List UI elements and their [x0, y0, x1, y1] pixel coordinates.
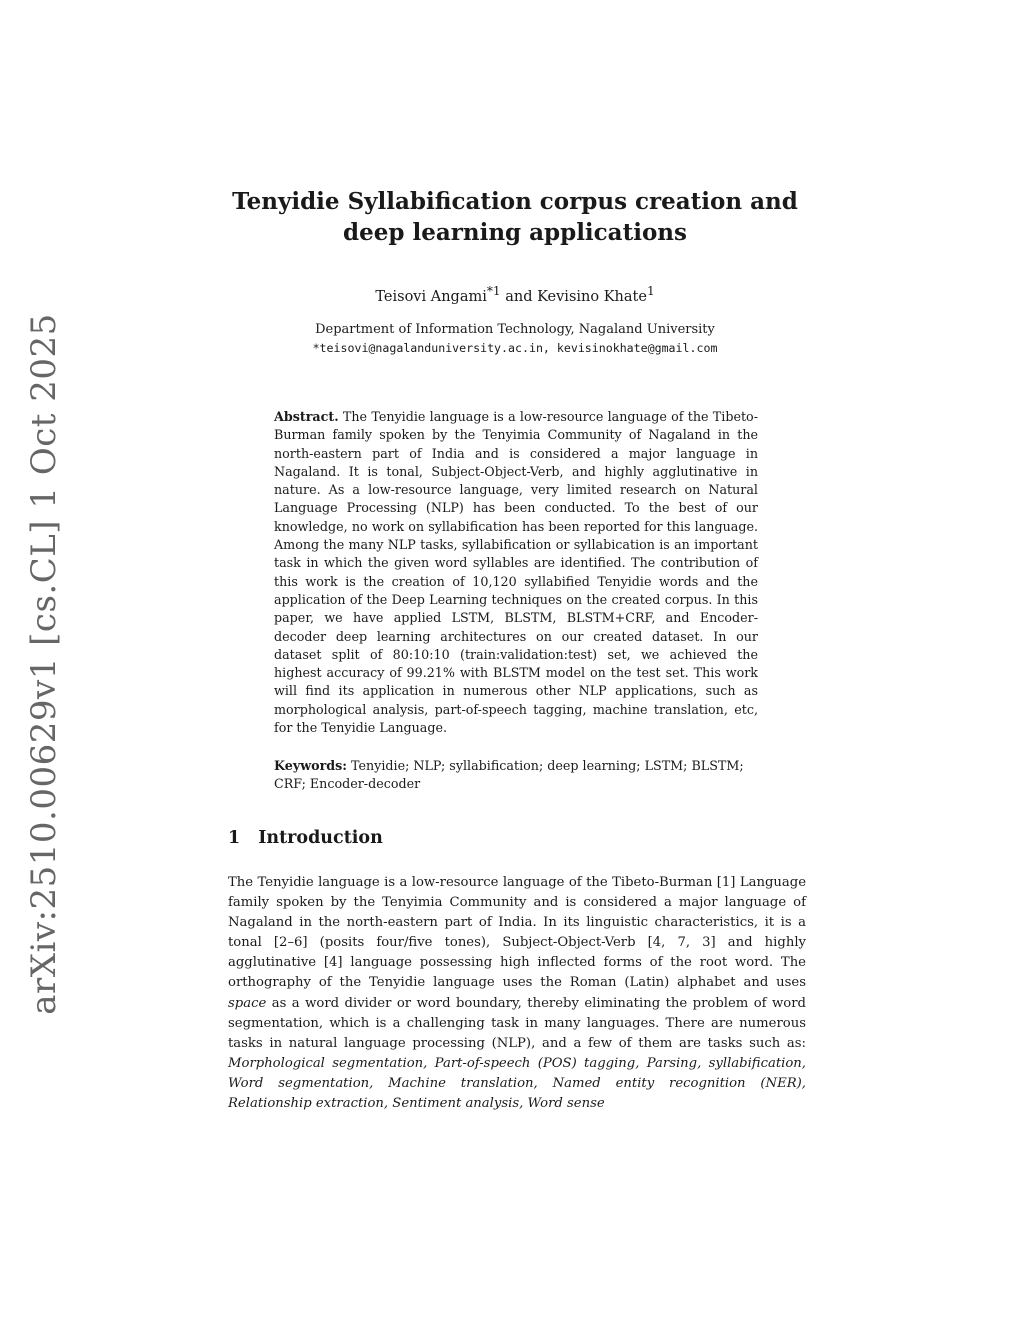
- section-title: Introduction: [258, 828, 383, 848]
- keywords-text: Tenyidie; NLP; syllabification; deep learning; LSTM; BLSTM; CRF; Encoder-decoder: [274, 758, 744, 792]
- affiliation-block: [200, 320, 830, 358]
- intro-text-2: as a word divider or word boundary, thereby eliminating the problem of word segmentation, which is a challenging task in many languages. There are numerous tasks in natural language processing (NLP), and a few of them are tasks such as:: [228, 995, 806, 1051]
- keywords-label: Keywords:: [274, 758, 347, 773]
- author-conjunction: and: [500, 288, 538, 305]
- author-name: Teisovi Angami: [375, 288, 487, 305]
- section-heading: [228, 828, 383, 848]
- abstract: [274, 408, 758, 737]
- paper-title: Tenyidie Syllabification corpus creation and deep learning applications: [232, 188, 798, 246]
- author-emails: *teisovi@nagalanduniversity.ac.in, kevisinokhate@gmail.com: [312, 341, 718, 355]
- intro-emphasis-space: space: [228, 995, 267, 1011]
- section-number: 1: [228, 828, 241, 848]
- abstract-text: The Tenyidie language is a low-resource language of the Tibeto-Burman family spoken by the Tenyimia Community of Nagaland in the north-eastern part of India and is considered a major language in Nagaland. It is tonal, Subject-Object-Verb, and highly agglutinative in nature. As a low-resource language, very limited research on Natural Language Processing (NLP) has been conducted. To the best of our knowledge, no work on syllabification has been reported for this language. Among the many NLP tasks, syllabification or syllabication is an important task in which the given word syllables are identified. The contribution of this work is the creation of 10,120 syllabified Tenyidie words and the application of the Deep Learning techniques on the created corpus. In this paper, we have applied LSTM, BLSTM, BLSTM+CRF, and Encoder-decoder deep learning architectures on our created dataset. In our dataset split of 80:10:10 (train:validation:test) set, we achieved the highest accuracy of 99.21% with BLSTM model on the test set. This work will find its application in numerous other NLP applications, such as morphological analysis, part-of-speech tagging, machine translation, etc, for the Tenyidie Language.: [274, 409, 758, 736]
- intro-text-1: The Tenyidie language is a low-resource language of the Tibeto-Burman [1] Language family spoken by the Tenyimia Community and is considered a major language of Nagaland in the north-eastern part of India. In its linguistic characteristics, it is a tonal [2–6] (posits four/five tones), Subject-Object-Verb [4, 7, 3] and highly agglutinative [4] language possessing high inflected forms of the root word. The orthography of the Tenyidie language uses the Roman (Latin) alphabet and uses: [228, 875, 806, 991]
- keywords: [274, 757, 758, 794]
- introduction-paragraph: [228, 873, 806, 1114]
- intro-task-list: Morphological segmentation, Part-of-speech (POS) tagging, Parsing, syllabification, Word segmentation, Machine translation, Named entity recognition (NER), Relationship extraction, Sentiment analysis, Word sense: [228, 1055, 806, 1112]
- author-affiliation-mark: *1: [486, 284, 501, 298]
- author-line: [200, 284, 830, 305]
- arxiv-stamp: arXiv:2510.00629v1 [cs.CL] 1 Oct 2025: [24, 313, 64, 1015]
- author-affiliation-mark: 1: [646, 284, 655, 298]
- author-name: Kevisino Khate: [537, 288, 647, 305]
- abstract-label: Abstract.: [274, 409, 339, 424]
- affiliation-department: Department of Information Technology, Nagaland University: [315, 322, 715, 337]
